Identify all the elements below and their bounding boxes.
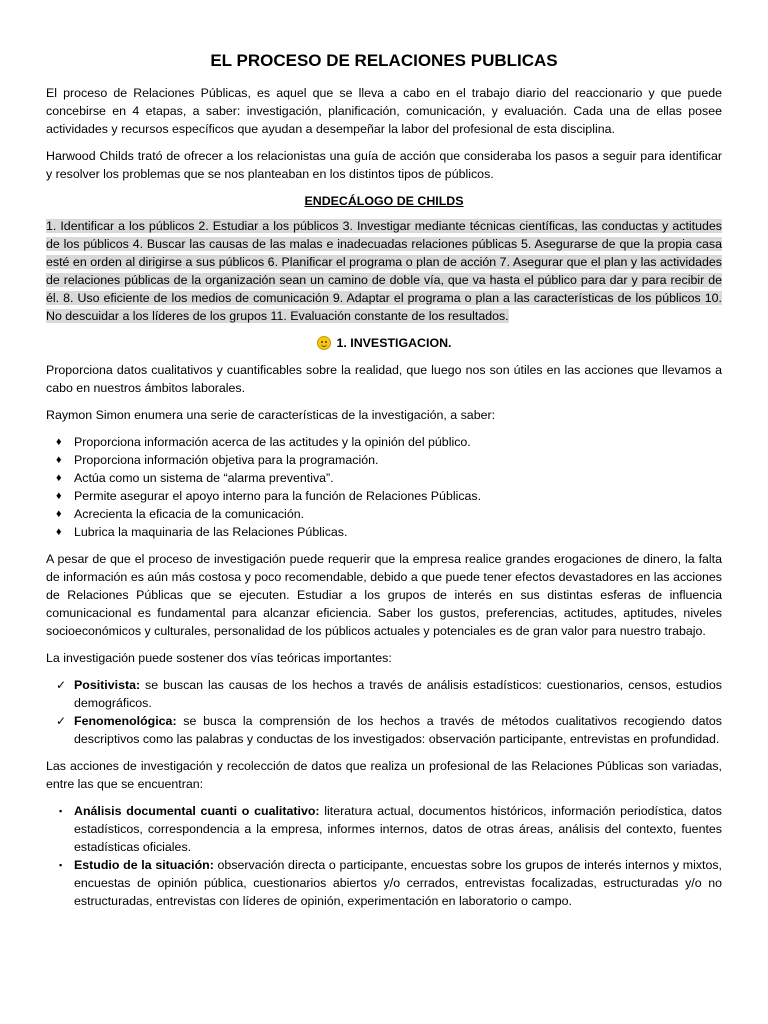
investigacion-paragraph-2: Raymon Simon enumera una serie de características de la investigación, a saber: xyxy=(46,408,496,422)
diamond-bullet-icon: ♦ xyxy=(56,508,62,520)
investigacion-paragraph-3: A pesar de que el proceso de investigación puede requerir que la empresa realice grandes erogaciones de dinero, la falta de información es aún más costosa y poco recomendable, debido a que puede tener efectos devastadores en las acciones de Relaciones Públicas que se ejecuten. Estudiar a los grupos de interés en sus distintas esferas de influencia comunicacional es fundamental para alcanzar eficiencia. Saber los gustos, preferencias, actitudes, aptitudes, niveles socioeconómicos y culturales, personalidad de los públicos actuales y potenciales es de gran valor para nuestro trabajo. xyxy=(46,552,722,638)
list-item-text: Proporciona información acerca de las actitudes y la opinión del público. xyxy=(74,435,471,449)
list-item-text: Acrecienta la eficacia de la comunicación. xyxy=(74,507,305,521)
endecalogo-paragraph xyxy=(46,217,722,325)
diamond-bullet-icon: ♦ xyxy=(56,454,62,466)
list-item-text: Permite asegurar el apoyo interno para la función de Relaciones Públicas. xyxy=(74,489,482,503)
investigacion-paragraph-5: Las acciones de investigación y recolección de datos que realiza un profesional de las Relaciones Públicas son variadas, entre las que se encuentran: xyxy=(46,759,722,791)
list-item-label: Análisis documental cuanti o cualitativo: xyxy=(74,804,320,818)
list-item-body: observación directa o participante, encuestas sobre los grupos de interés internos y mixtos, encuestas de opinión pública, cuestionarios abiertos y/o cerrados, entrevistas focalizadas, estructuradas y/o no estructuradas, entrevistas con líderes de opinión, experimentación en laboratorio o campo. xyxy=(74,858,722,908)
diamond-bullet-icon: ♦ xyxy=(56,472,62,484)
diamond-bullet-icon: ♦ xyxy=(56,526,62,538)
smiley-icon xyxy=(317,336,331,350)
list-item-text: Proporciona información objetiva para la programación. xyxy=(74,453,379,467)
section-heading-text: 1. INVESTIGACION. xyxy=(336,336,452,350)
list-item-text: Lubrica la maquinaria de las Relaciones Públicas. xyxy=(74,525,348,539)
acciones-list xyxy=(46,802,722,910)
diamond-bullet-icon: ♦ xyxy=(56,436,62,448)
document-title: EL PROCESO DE RELACIONES PUBLICAS xyxy=(210,51,558,70)
square-bullet-icon: ▪ xyxy=(59,806,63,816)
list-item-label: Positivista: xyxy=(74,678,141,692)
list-item-label: Fenomenológica: xyxy=(74,714,177,728)
list-item-body: se buscan las causas de los hechos a través de análisis estadísticos: cuestionarios, censos, estudios demográficos. xyxy=(74,678,722,710)
list-item-body: literatura actual, documentos históricos, información periodística, datos estadísticos, correspondencia a la empresa, informes internos, datos de otras áreas, análisis del contexto, fuentes estadísticas oficiales. xyxy=(74,804,722,854)
investigacion-paragraph-1: Proporciona datos cualitativos y cuantificables sobre la realidad, que luego nos son útiles en las acciones que llevamos a cabo en nuestros ámbitos laborales. xyxy=(46,363,722,395)
list-item xyxy=(46,433,722,451)
list-item xyxy=(46,856,722,910)
checkmark-bullet-icon: ✓ xyxy=(56,714,67,728)
checkmark-bullet-icon: ✓ xyxy=(56,678,67,692)
list-item xyxy=(46,676,722,712)
list-item xyxy=(46,802,722,856)
vias-list xyxy=(46,676,722,748)
square-bullet-icon: ▪ xyxy=(59,860,63,870)
list-item-body: se busca la comprensión de los hechos a través de métodos cualitativos recogiendo datos descriptivos como las palabras y conductas de los investigados: observación participante, entrevistas en profundidad. xyxy=(74,714,722,746)
intro-paragraph-2: Harwood Childs trató de ofrecer a los relacionistas una guía de acción que consideraba los pasos a seguir para identificar y resolver los problemas que se nos planteaban en los distintos tipos de públicos. xyxy=(46,149,722,181)
list-item xyxy=(46,469,722,487)
endecalogo-heading: ENDECÁLOGO DE CHILDS xyxy=(304,194,464,208)
list-item-text xyxy=(74,856,722,910)
list-item xyxy=(46,451,722,469)
characteristics-list xyxy=(46,433,722,541)
list-item-text xyxy=(74,712,722,748)
list-item xyxy=(46,523,722,541)
list-item-text xyxy=(74,802,722,856)
intro-paragraph-1: El proceso de Relaciones Públicas, es aquel que se lleva a cabo en el trabajo diario del reaccionario y que puede concebirse en 4 etapas, a saber: investigación, planificación, comunicación, y evaluación. Cada una de ellas posee actividades y recursos específicos que ayudan a desempeñar la labor del profesional de esta disciplina. xyxy=(46,86,722,136)
list-item-text: Actúa como un sistema de “alarma preventiva”. xyxy=(74,471,334,485)
section-heading-investigacion xyxy=(46,334,722,352)
list-item xyxy=(46,505,722,523)
list-item xyxy=(46,712,722,748)
list-item xyxy=(46,487,722,505)
investigacion-paragraph-4: La investigación puede sostener dos vías teóricas importantes: xyxy=(46,651,392,665)
list-item-text xyxy=(74,676,722,712)
endecalogo-highlighted-text: 1. Identificar a los públicos 2. Estudiar a los públicos 3. Investigar mediante técnicas científicas, las conductas y actitudes de los públicos 4. Buscar las causas de las malas e inadecuadas relaciones públicas 5. Asegurarse de que la propia casa esté en orden al dirigirse a sus públicos 6. Planificar el programa o plan de acción 7. Asegurar que el plan y las actividades de relaciones públicas de la organización sean un camino de doble vía, que va hasta el público para dar y para recibir de él. 8. Uso eficiente de los medios de comunicación 9. Adaptar el programa o plan a las características de los públicos 10. No descuidar a los líderes de los grupos 11. Evaluación constante de los resultados. xyxy=(46,219,722,323)
list-item-label: Estudio de la situación: xyxy=(74,858,214,872)
diamond-bullet-icon: ♦ xyxy=(56,490,62,502)
